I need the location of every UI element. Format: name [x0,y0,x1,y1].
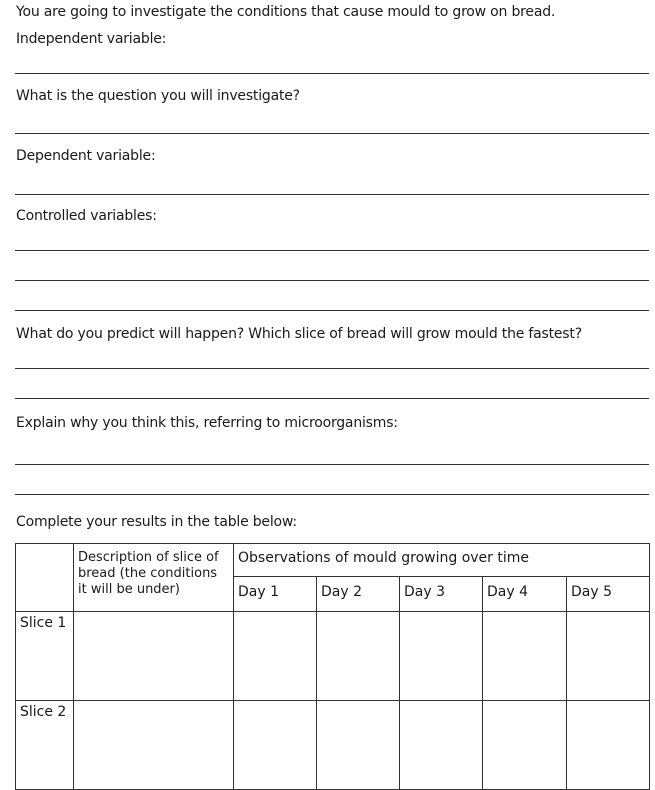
answer-line[interactable] [15,194,649,195]
controlled-variables-label: Controlled variables: [16,208,157,224]
explanation-label: Explain why you think this, referring to microorganisms: [16,415,398,431]
table-row [16,612,650,701]
description-cell[interactable] [74,612,234,701]
answer-line[interactable] [15,133,649,134]
row-label-slice-2: Slice 2 [16,701,74,790]
day-1-header: Day 1 [234,577,317,612]
answer-line[interactable] [15,250,649,251]
investigation-question-label: What is the question you will investigate? [16,88,300,104]
intro-text: You are going to investigate the conditions that cause mould to grow on bread. [16,4,556,20]
observation-cell[interactable] [234,701,317,790]
results-table [15,543,650,790]
observations-header: Observations of mould growing over time [234,544,650,577]
description-header: Description of slice of bread (the conditions it will be under) [74,544,234,612]
day-4-header: Day 4 [483,577,567,612]
table-header-row [16,544,650,577]
answer-line[interactable] [15,73,649,74]
answer-line[interactable] [15,310,649,311]
day-3-header: Day 3 [400,577,483,612]
observation-cell[interactable] [483,701,567,790]
independent-variable-label: Independent variable: [16,31,167,47]
day-5-header: Day 5 [567,577,650,612]
observation-cell[interactable] [400,612,483,701]
prediction-label: What do you predict will happen? Which slice of bread will grow mould the fastest? [16,326,582,342]
day-2-header: Day 2 [317,577,400,612]
answer-line[interactable] [15,464,649,465]
blank-header-cell [16,544,74,612]
answer-line[interactable] [15,368,649,369]
answer-line[interactable] [15,280,649,281]
observation-cell[interactable] [400,701,483,790]
row-label-slice-1: Slice 1 [16,612,74,701]
observation-cell[interactable] [567,701,650,790]
observation-cell[interactable] [483,612,567,701]
answer-line[interactable] [15,494,649,495]
observation-cell[interactable] [567,612,650,701]
observation-cell[interactable] [317,701,400,790]
description-cell[interactable] [74,701,234,790]
results-instruction-label: Complete your results in the table below: [16,514,297,530]
dependent-variable-label: Dependent variable: [16,148,156,164]
table-row [16,701,650,790]
observation-cell[interactable] [234,612,317,701]
answer-line[interactable] [15,398,649,399]
observation-cell[interactable] [317,612,400,701]
